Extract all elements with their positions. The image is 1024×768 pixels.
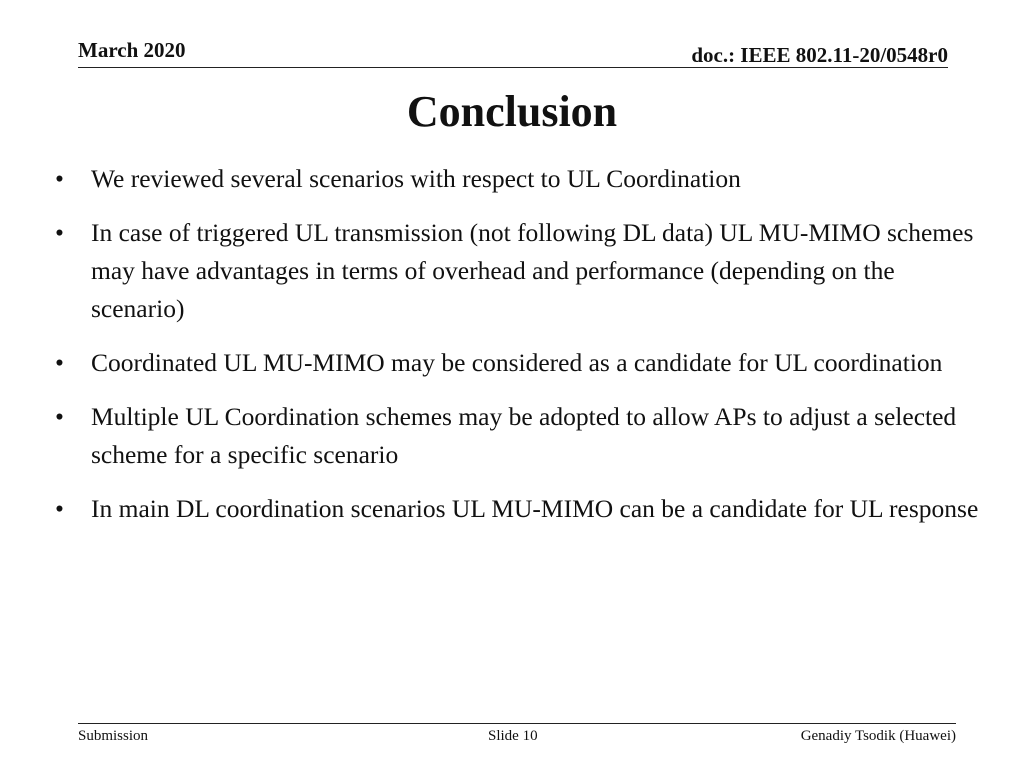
bullet-item [50,490,990,528]
footer-slide-number: Slide 10 [488,728,538,744]
bullet-dot-icon: • [55,218,64,247]
bullet-list [50,160,990,544]
bullet-item [50,344,990,382]
footer-divider [78,723,956,724]
bullet-text: In case of triggered UL transmission (not following DL data) UL MU-MIMO schemes may have advantages in terms of overhead and performance (depending on the scenario) [91,218,974,323]
footer-submission: Submission [78,728,149,744]
bullet-dot-icon: • [55,164,64,193]
slide-title: Conclusion [406,87,618,136]
header-date: March 2020 [78,38,186,62]
bullet-text: We reviewed several scenarios with respect to UL Coordination [91,164,741,193]
bullet-dot-icon: • [55,348,64,377]
bullet-dot-icon: • [55,494,64,523]
bullet-text: Multiple UL Coordination schemes may be adopted to allow APs to adjust a selected scheme for a specific scenario [91,402,957,469]
header-divider [78,67,948,68]
bullet-text: Coordinated UL MU-MIMO may be considered as a candidate for UL coordination [91,348,943,377]
bullet-item [50,214,990,328]
bullet-item [50,398,990,474]
bullet-item [50,160,990,198]
bullet-dot-icon: • [55,402,64,431]
bullet-text: In main DL coordination scenarios UL MU-MIMO can be a candidate for UL response [91,494,979,523]
header-doc-id: doc.: IEEE 802.11-20/0548r0 [691,43,948,67]
footer-author: Genadiy Tsodik (Huawei) [800,728,956,744]
